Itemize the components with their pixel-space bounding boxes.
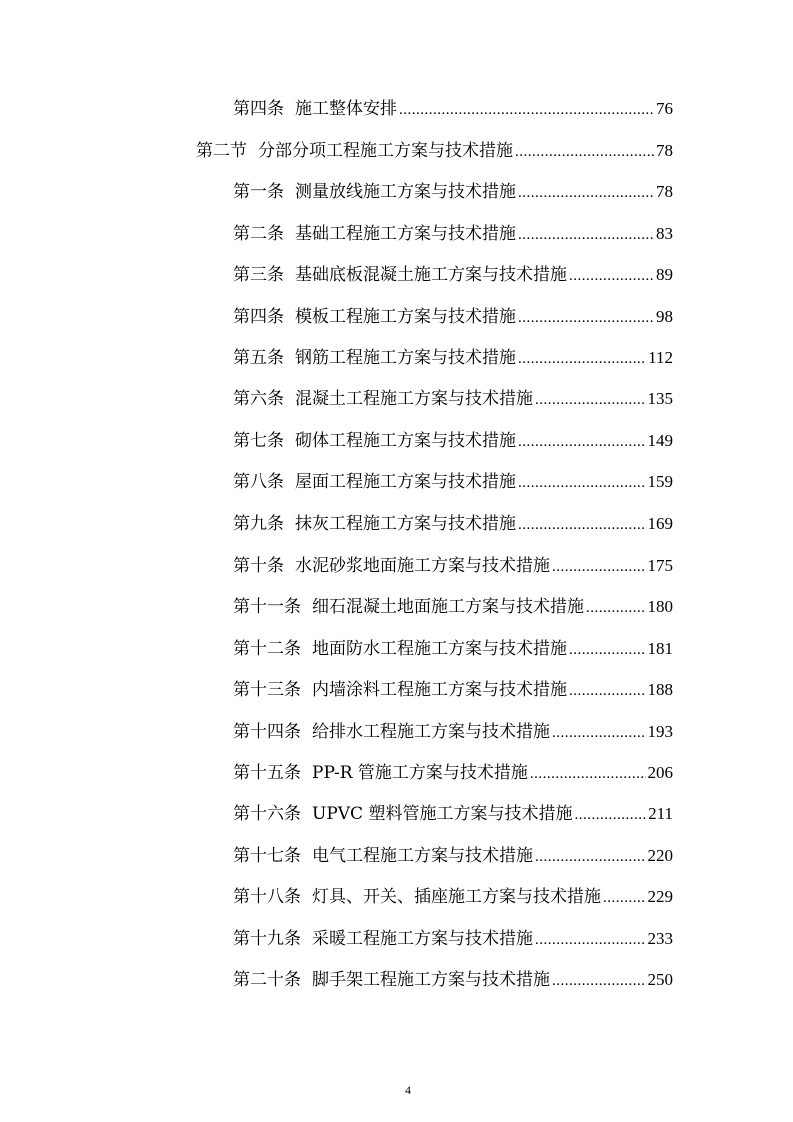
toc-entry-title: 电气工程施工方案与技术措施 (312, 846, 533, 866)
toc-entry-number: 第五条 (233, 348, 284, 368)
toc-entry-number: 第十一条 (233, 597, 301, 617)
toc-entry[interactable] (233, 96, 673, 122)
toc-entry-page: 83 (656, 224, 673, 243)
toc-entry-page: 175 (647, 556, 673, 575)
toc-entry-title: 给排水工程施工方案与技术措施 (312, 722, 550, 742)
toc-entry[interactable] (233, 801, 673, 827)
toc-entry-page: 149 (647, 431, 673, 450)
toc-entry-number: 第十二条 (233, 639, 301, 659)
toc-entry-title: 砌体工程施工方案与技术措施 (295, 431, 516, 451)
toc-entry-title: 细石混凝土地面施工方案与技术措施 (312, 597, 584, 617)
toc-entry-page: 250 (647, 970, 673, 989)
toc-dot-leader (535, 387, 646, 413)
toc-entry-title: 屋面工程施工方案与技术措施 (295, 472, 516, 492)
toc-dot-leader (518, 429, 646, 455)
toc-entry-page: 229 (647, 887, 673, 906)
toc-entry[interactable] (233, 386, 673, 412)
toc-entry[interactable] (233, 594, 673, 620)
toc-entry-number: 第四条 (233, 307, 284, 327)
toc-entry[interactable] (233, 636, 673, 662)
toc-entry-number: 第十四条 (233, 722, 301, 742)
toc-entry-page: 76 (656, 99, 673, 118)
toc-entry-title: 分部分项工程施工方案与技术措施 (258, 141, 513, 161)
toc-entry[interactable] (233, 760, 673, 786)
toc-dot-leader (569, 263, 654, 289)
toc-entry[interactable] (233, 221, 673, 247)
toc-dot-leader (574, 802, 646, 828)
toc-entry[interactable] (233, 967, 673, 993)
toc-dot-leader (603, 885, 646, 911)
toc-entry-number: 第二节 (196, 141, 247, 161)
toc-dot-leader (552, 968, 646, 994)
toc-entry-page: 220 (647, 846, 673, 865)
toc-entry-page: 169 (647, 514, 673, 533)
toc-entry-page: 78 (656, 141, 673, 160)
toc-dot-leader (569, 637, 646, 663)
toc-entry-number: 第十五条 (233, 763, 301, 783)
toc-entry[interactable] (233, 469, 673, 495)
toc-entry-number: 第十六条 (233, 804, 301, 824)
toc-entry-number: 第七条 (233, 431, 284, 451)
toc-entry-page: 233 (647, 929, 673, 948)
toc-entry-title: 抹灰工程施工方案与技术措施 (295, 514, 516, 534)
toc-entry-number: 第十三条 (233, 680, 301, 700)
toc-entry-number: 第六条 (233, 389, 284, 409)
toc-entry-page: 181 (647, 639, 673, 658)
toc-entry-page: 159 (647, 472, 673, 491)
toc-entry-number: 第二条 (233, 224, 284, 244)
toc-entry[interactable] (196, 138, 673, 164)
toc-dot-leader (518, 222, 654, 248)
toc-dot-leader (535, 927, 646, 953)
toc-entry-title: 混凝土工程施工方案与技术措施 (295, 389, 533, 409)
toc-entry-page: 193 (647, 722, 673, 741)
toc-entry-title: PP-R 管施工方案与技术措施 (312, 763, 528, 783)
toc-entry[interactable] (233, 719, 673, 745)
toc-dot-leader (552, 554, 646, 580)
toc-entry-page: 112 (648, 348, 673, 367)
toc-entry-page: 206 (647, 763, 673, 782)
toc-entry-page: 211 (648, 804, 673, 823)
toc-entry[interactable] (233, 677, 673, 703)
toc-entry-title: 采暖工程施工方案与技术措施 (312, 929, 533, 949)
toc-entry-title: 内墙涂料工程施工方案与技术措施 (312, 680, 567, 700)
toc-entry-number: 第三条 (233, 265, 284, 285)
page-number: 4 (405, 1083, 411, 1097)
toc-dot-leader (399, 97, 654, 123)
toc-entry-title: 钢筋工程施工方案与技术措施 (295, 348, 516, 368)
toc-dot-leader (518, 512, 646, 538)
toc-entry-page: 135 (647, 389, 673, 408)
toc-dot-leader (552, 720, 646, 746)
toc-entry-number: 第十条 (233, 556, 284, 576)
toc-dot-leader (515, 139, 654, 165)
toc-entry[interactable] (233, 884, 673, 910)
toc-dot-leader (518, 305, 654, 331)
toc-entry-number: 第九条 (233, 514, 284, 534)
toc-entry-page: 188 (647, 680, 673, 699)
toc-entry-number: 第一条 (233, 182, 284, 202)
toc-dot-leader (530, 761, 646, 787)
toc-dot-leader (518, 470, 646, 496)
toc-dot-leader (586, 595, 646, 621)
toc-entry-title: 施工整体安排 (295, 99, 397, 119)
toc-entry-title: 水泥砂浆地面施工方案与技术措施 (295, 556, 550, 576)
toc-entry-title: 地面防水工程施工方案与技术措施 (312, 639, 567, 659)
toc-entry-number: 第四条 (233, 99, 284, 119)
toc-entry-title: 基础底板混凝土施工方案与技术措施 (295, 265, 567, 285)
toc-entry-page: 180 (647, 597, 673, 616)
toc-entry-title: 灯具、开关、插座施工方案与技术措施 (312, 887, 601, 907)
toc-entry-page: 98 (656, 307, 673, 326)
toc-entry-title: 脚手架工程施工方案与技术措施 (312, 970, 550, 990)
toc-entry[interactable] (233, 345, 673, 371)
toc-entry-title: UPVC 塑料管施工方案与技术措施 (312, 804, 573, 824)
toc-dot-leader (535, 844, 646, 870)
toc-entry[interactable] (233, 428, 673, 454)
toc-entry[interactable] (233, 926, 673, 952)
toc-entry[interactable] (233, 511, 673, 537)
toc-entry[interactable] (233, 179, 673, 205)
toc-entry-title: 模板工程施工方案与技术措施 (295, 307, 516, 327)
toc-entry-page: 89 (656, 265, 673, 284)
toc-entry[interactable] (233, 262, 673, 288)
toc-dot-leader (569, 678, 646, 704)
toc-entry-number: 第十九条 (233, 929, 301, 949)
toc-entry-number: 第八条 (233, 472, 284, 492)
toc-entry-number: 第十八条 (233, 887, 301, 907)
toc-entry-page: 78 (656, 182, 673, 201)
toc-entry-number: 第二十条 (233, 970, 301, 990)
toc-entry[interactable] (233, 553, 673, 579)
toc-entry[interactable] (233, 843, 673, 869)
toc-dot-leader (518, 346, 646, 372)
toc-entry-number: 第十七条 (233, 846, 301, 866)
toc-entry-title: 测量放线施工方案与技术措施 (295, 182, 516, 202)
toc-dot-leader (518, 180, 654, 206)
toc-entry-title: 基础工程施工方案与技术措施 (295, 224, 516, 244)
toc-entry[interactable] (233, 304, 673, 330)
